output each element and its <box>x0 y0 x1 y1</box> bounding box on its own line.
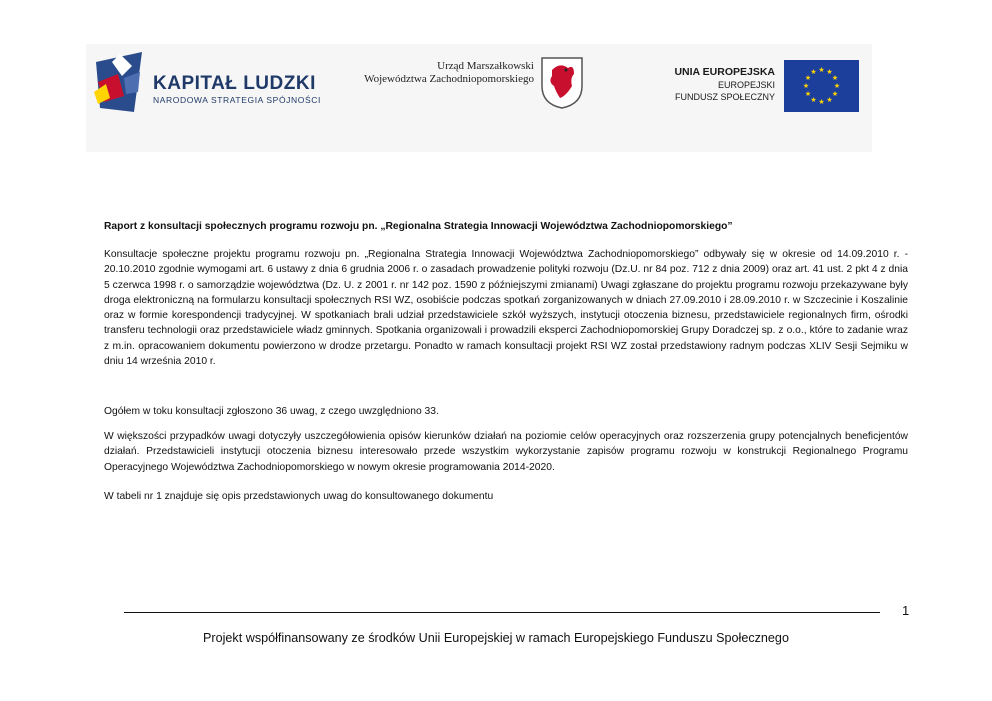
eu-flag-icon <box>784 60 859 112</box>
urzad-line-2: Województwa Zachodniopomorskiego <box>364 73 534 85</box>
paragraph-comment-count: Ogółem w toku konsultacji zgłoszono 36 uwag, z czego uwzględniono 33. <box>104 406 439 417</box>
paragraph-table-reference: W tabeli nr 1 znajduje się opis przedstawionych uwag do konsultowanego dokumentu <box>104 491 494 502</box>
ue-line-1: UNIA EUROPEJSKA <box>674 66 775 78</box>
svg-text:★: ★ <box>831 74 839 82</box>
svg-text:★: ★ <box>810 96 817 104</box>
paragraph-consultation-details: Konsultacje społeczne projektu programu rozwoju pn. „Regionalna Strategia Innowacji Województwa Zachodniopomorskiego” odbywały się w okresie od 14.09.2010 r. - 20.10.2010 zgodnie wymogami art. 6 ustawy z dnia 6 grudnia 2006 r. o zasadach prowadzenie polityki rozwoju (Dz.U. nr 84 poz. 712 z dnia 2009) oraz art. 41 ust. 2 pkt 4 z dnia 5 czerwca 1998 r. o samorządzie województwa (Dz. U. z 2001 r. nr 142 poz. 1590 z późniejszymi zmianami) Uwagi zgłaszane do projektu programu rozwoju przekazywane były droga elektroniczną na formularzu konsultacji społecznych RSI WZ, osobiście podczas spotkań zorganizowanych w dniach 27.09.2010 i 28.09.2010 r. w Szczecinie i Koszalinie oraz w formie korespondencji tradycyjnej. W spotkaniach brali udział przedstawiciele szkół wyższych, instytucji otoczenia biznesu, przedstawiciele regionalnych firm, ośrodki transferu technologii oraz przedstawiciele władz gminnych. Spotkania organizowali i prowadzili eksperci Zachodniopomorskiej Grupy Doradczej sp. z o.o., które to zadanie wraz z m.in. opracowaniem dokumentu powierzono w drodze przetargu. Ponadto w ramach konsultacji projekt RSI WZ został przedstawiony radnym podczas XLIV Sesji Sejmiku w dniu 14 września 2010 r. <box>104 249 908 368</box>
ue-line-2: EUROPEJSKI <box>717 80 775 90</box>
svg-text:★: ★ <box>833 82 841 90</box>
document-title: Raport z konsultacji społecznych programu rozwoju pn. „Regionalna Strategia Innowacji Województwa Zachodniopomorskiego” <box>104 221 733 232</box>
svg-text:★: ★ <box>826 96 833 104</box>
kapital-ludzki-subtitle: NARODOWA STRATEGIA SPÓJNOŚCI <box>153 95 321 105</box>
ue-line-3: FUNDUSZ SPOŁECZNY <box>674 92 775 102</box>
page-number: 1 <box>902 603 910 618</box>
griffin-crest-icon <box>540 56 584 110</box>
paragraph-comment-topics: W większości przypadków uwagi dotyczyły uszczegółowienia opisów kierunków działań na poziomie celów operacyjnych oraz rozszerzenia grupy potencjalnych beneficjentów działań. Przedstawicieli instytucji otoczenia biznesu interesowało przede wszystkim wykorzystanie zapisów programu rozwoju w konstrukcji Regionalnego Programu Operacyjnego Województwa Zachodniopomorskiego w nowym okresie programowania 2014-2020. <box>104 431 908 473</box>
kapital-ludzki-logo-icon <box>94 52 146 114</box>
svg-text:★: ★ <box>826 68 833 76</box>
svg-text:★: ★ <box>804 74 812 82</box>
svg-text:★: ★ <box>831 90 839 98</box>
kapital-ludzki-title: KAPITAŁ LUDZKI <box>153 73 316 94</box>
svg-text:★: ★ <box>818 66 825 74</box>
svg-text:★: ★ <box>818 98 825 106</box>
footer-divider <box>124 612 880 613</box>
svg-text:★: ★ <box>802 82 810 90</box>
svg-text:★: ★ <box>804 90 812 98</box>
footer-cofinancing-note: Projekt współfinansowany ze środków Unii Europejskiej w ramach Europejskiego Funduszu Społecznego <box>203 631 789 645</box>
svg-text:★: ★ <box>810 68 817 76</box>
urzad-marszalkowski-label <box>352 60 534 86</box>
urzad-line-1: Urząd Marszałkowski <box>437 60 534 72</box>
